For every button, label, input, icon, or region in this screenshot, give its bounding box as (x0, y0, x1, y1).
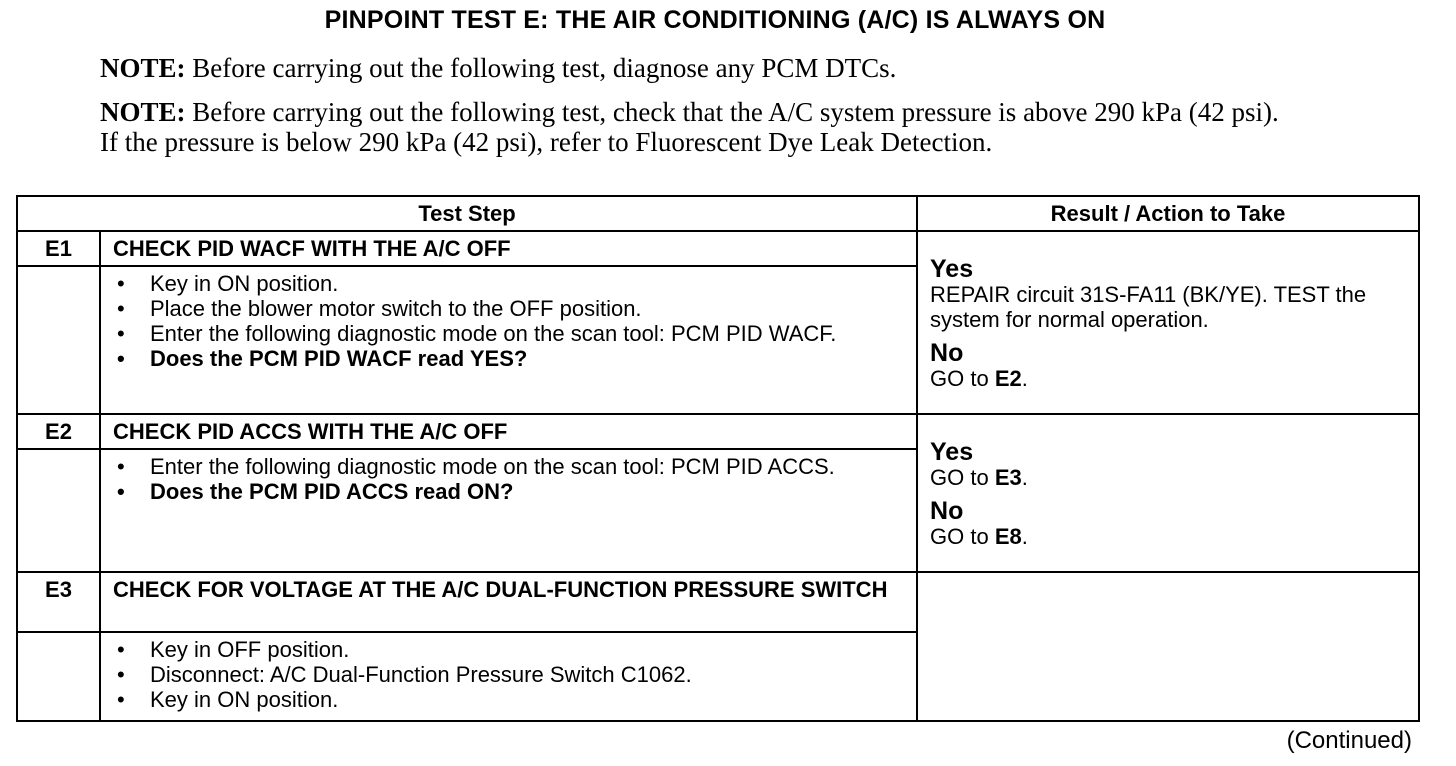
step-heading-row (17, 231, 1419, 266)
instruction-item: • Enter the following diagnostic mode on the scan tool: PCM PID ACCS. (113, 454, 876, 479)
step-reference: E8 (994, 524, 1022, 549)
no-label: No (930, 339, 964, 367)
no-action (930, 366, 1408, 391)
action-prefix: GO to (930, 366, 995, 391)
step-instructions (100, 632, 917, 721)
action-suffix: . (1021, 524, 1028, 549)
instruction-item: • Disconnect: A/C Dual-Function Pressure Switch C1062. (113, 662, 876, 687)
continued-label: (Continued) (1286, 727, 1412, 754)
step-id-spacer (17, 449, 100, 572)
step-id-spacer (17, 632, 100, 721)
yes-label: Yes (930, 438, 974, 466)
note-pcm-dtcs (100, 53, 1300, 83)
step-heading-row (17, 572, 1419, 632)
step-instructions (100, 449, 917, 572)
action-prefix: GO to (930, 465, 995, 490)
yes-action (930, 465, 1408, 490)
instruction-item: • Enter the following diagnostic mode on the scan tool: PCM PID WACF. (113, 321, 876, 346)
step-result (917, 231, 1419, 414)
note-text: Before carrying out the following test, diagnose any PCM DTCs. (192, 53, 897, 83)
action-suffix: . (1021, 465, 1028, 490)
step-heading: CHECK FOR VOLTAGE AT THE A/C DUAL-FUNCTION PRESSURE SWITCH (100, 572, 917, 632)
step-id: E2 (17, 414, 100, 449)
instruction-item: • Key in ON position. (113, 271, 876, 296)
step-heading-row (17, 414, 1419, 449)
step-heading: CHECK PID ACCS WITH THE A/C OFF (100, 414, 917, 449)
step-heading: CHECK PID WACF WITH THE A/C OFF (100, 231, 917, 266)
note-label: NOTE: (100, 97, 186, 127)
step-question: • Does the PCM PID WACF read YES? (113, 346, 876, 371)
test-step-header: Test Step (17, 196, 917, 231)
step-result (917, 414, 1419, 572)
pinpoint-test-table (16, 195, 1420, 722)
yes-action: REPAIR circuit 31S-FA11 (BK/YE). TEST the system for normal operation. (930, 282, 1367, 332)
note-label: NOTE: (100, 53, 186, 83)
step-question: • Does the PCM PID ACCS read ON? (113, 479, 876, 504)
step-reference: E2 (994, 366, 1022, 391)
note-system-pressure (100, 97, 1300, 157)
page-title: PINPOINT TEST E: THE AIR CONDITIONING (A/C) IS ALWAYS ON (324, 6, 1106, 34)
step-id-spacer (17, 266, 100, 414)
action-suffix: . (1021, 366, 1028, 391)
action-prefix: GO to (930, 524, 995, 549)
result-action-header: Result / Action to Take (917, 196, 1419, 231)
no-action (930, 524, 1408, 549)
step-id: E3 (17, 572, 100, 632)
instruction-item: • Key in OFF position. (113, 637, 876, 662)
yes-label: Yes (930, 255, 974, 283)
step-reference: E3 (994, 465, 1022, 490)
instruction-item: • Place the blower motor switch to the OFF position. (113, 296, 876, 321)
step-instructions (100, 266, 917, 414)
no-label: No (930, 497, 964, 525)
instruction-item: • Key in ON position. (113, 687, 876, 712)
step-result-empty (917, 572, 1419, 721)
note-text: Before carrying out the following test, check that the A/C system pressure is above 290 kPa (42 psi). If the pressure is below 290 kPa (42 psi), refer to Fluorescent Dye Leak Detection. (100, 97, 1279, 157)
step-id: E1 (17, 231, 100, 266)
table-header-row (17, 196, 1419, 231)
